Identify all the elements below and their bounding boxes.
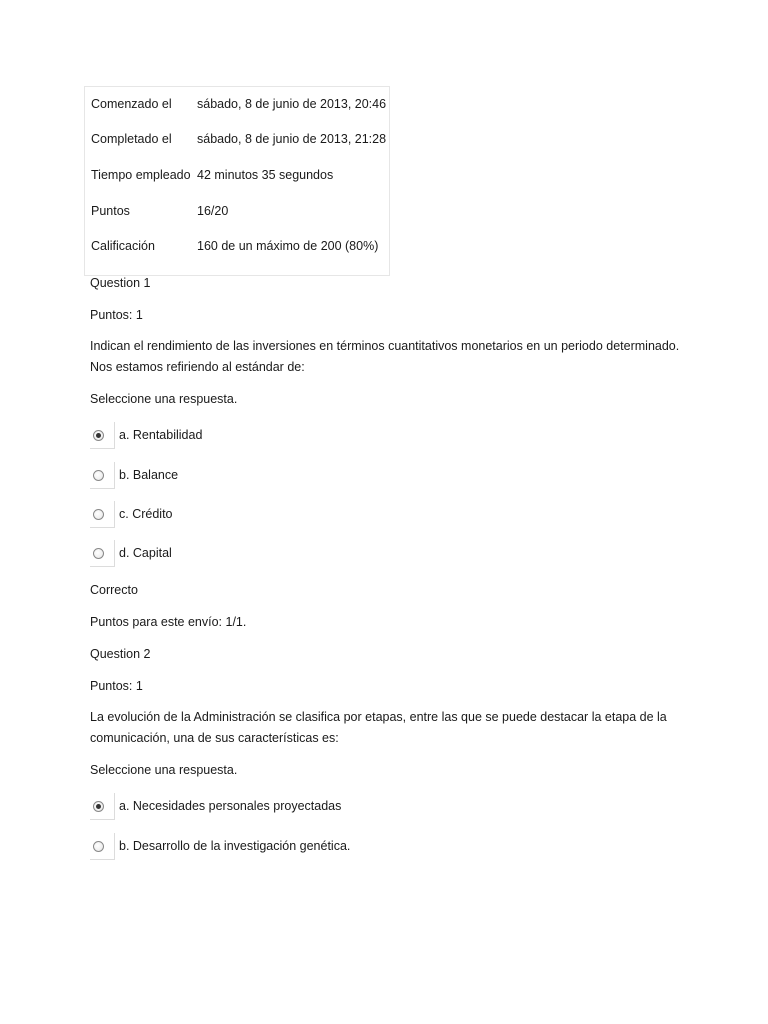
- option-label: c. Crédito: [119, 507, 173, 521]
- started-value: sábado, 8 de junio de 2013, 20:46: [197, 97, 387, 111]
- radio-selected-icon[interactable]: [93, 430, 104, 441]
- summary-row-completed: [91, 130, 389, 148]
- question-1-title: Question 1: [90, 276, 151, 290]
- radio-unselected-icon[interactable]: [93, 841, 104, 852]
- question-2-text: La evolución de la Administración se clasifica por etapas, entre las que se puede destacar la etapa de la comunicación, una de sus características es:: [90, 710, 667, 745]
- option-label: b. Desarrollo de la investigación genética.: [119, 839, 351, 853]
- summary-row-started: [91, 95, 389, 113]
- attempt-summary-table: [84, 86, 390, 276]
- points-label: Puntos: [91, 204, 130, 218]
- grade-label: Calificación: [91, 239, 155, 253]
- points-value: 16/20: [197, 204, 229, 218]
- radio-unselected-icon[interactable]: [93, 509, 104, 520]
- question-2-points: Puntos: 1: [90, 679, 143, 693]
- option-label: a. Rentabilidad: [119, 428, 203, 442]
- radio-unselected-icon[interactable]: [93, 548, 104, 559]
- question-1-points: Puntos: 1: [90, 308, 143, 322]
- summary-row-time: [91, 166, 389, 184]
- question-1-score: Puntos para este envío: 1/1.: [90, 615, 247, 629]
- radio-unselected-icon[interactable]: [93, 470, 104, 481]
- option-label: a. Necesidades personales proyectadas: [119, 799, 342, 813]
- started-label: Comenzado el: [91, 97, 172, 111]
- question-1-text: Indican el rendimiento de las inversiones en términos cuantitativos monetarios en un periodo determinado. Nos estamos refiriendo al estándar de:: [90, 339, 680, 374]
- grade-value: 160 de un máximo de 200 (80%): [197, 239, 379, 253]
- summary-row-points: [91, 202, 389, 220]
- radio-selected-icon[interactable]: [93, 801, 104, 812]
- summary-row-grade: [91, 237, 389, 255]
- option-label: d. Capital: [119, 546, 172, 560]
- question-2-prompt: Seleccione una respuesta.: [90, 763, 238, 777]
- option-label: b. Balance: [119, 468, 179, 482]
- completed-value: sábado, 8 de junio de 2013, 21:28: [197, 132, 387, 146]
- question-1-prompt: Seleccione una respuesta.: [90, 392, 238, 406]
- completed-label: Completado el: [91, 132, 172, 146]
- question-1-feedback: Correcto: [90, 583, 138, 597]
- time-value: 42 minutos 35 segundos: [197, 168, 334, 182]
- time-label: Tiempo empleado: [91, 168, 191, 182]
- question-2-title: Question 2: [90, 647, 151, 661]
